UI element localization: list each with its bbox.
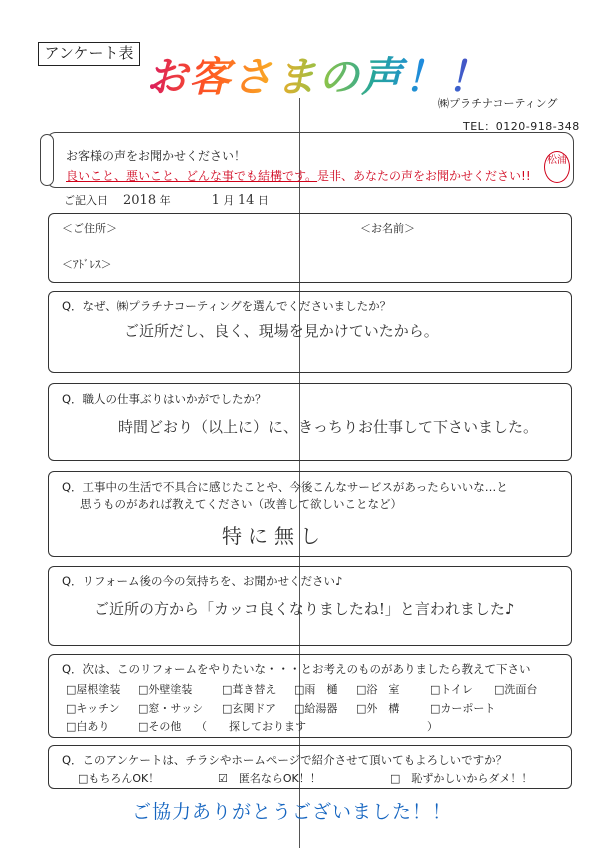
customer-info-box [48,213,572,283]
answer-1: ご近所だし、良く、現場を見かけていたから。 [124,322,439,340]
option-termite[interactable]: □白あり [66,720,110,733]
option-exterior[interactable]: □外 構 [356,702,400,715]
question-1: Q．なぜ、㈱プラチナコーティングを選んでくださいましたか？ [62,299,392,313]
next-reform-question: Q．次は、このリフォームをやりたいな・・・とお考えのものがありましたら教えて下さい [62,662,531,676]
permission-option-no[interactable]: □ 恥ずかしいからダメ！！ [390,772,533,785]
permission-question: Q．このアンケートは、チラシやホームページで紹介させて頂いてもよろしいですか？ [62,753,508,767]
option-other[interactable]: □その他 [138,720,182,733]
permission-option-anonymous[interactable]: ☑ 匿名ならOK！！ [218,772,321,785]
address-label: ＜ご住所＞ [62,222,117,235]
intro-line-1: お客様の声をお聞かせください！ [66,149,247,163]
question-3-line-2: 思うものがあれば教えてください（改善して欲しいことなど） [80,497,402,511]
other-answer: （ 探しております ） [196,720,438,733]
option-gutter[interactable]: □雨 樋 [294,683,338,696]
answer-4: ご近所の方から「カッコ良くなりましたね!」と言われました♪ [94,600,515,618]
date-month-unit: 月 [223,194,235,207]
question-4: Q．リフォーム後の今の気持ちを、お聞かせください♪ [62,574,343,588]
answer-2: 時間どおり（以上に）に、きっちりお仕事して下さいました。 [118,418,539,436]
question-3: Q．工事中の生活で不具合に感じたことや、今後こんなサービスがあったらいいな…と [62,480,508,494]
entry-date [64,192,269,208]
date-day: 14 [237,193,255,208]
option-toilet[interactable]: □トイレ [430,683,473,696]
seal-stamp: 松浦 [544,151,570,183]
intro-line-2-rest: 是非、あなたの声をお聞かせください!! [317,169,531,183]
page-title: お客さまの声！！ [146,44,490,103]
permission-option-ok[interactable]: □もちろんOK！ [78,772,160,785]
option-bath[interactable]: □浴 室 [356,683,400,696]
date-label: ご記入日 [64,194,108,207]
option-window[interactable]: □窓・サッシ [138,702,204,715]
thanks-message: ご協力ありがとうございました！！ [132,801,453,823]
option-carport[interactable]: □カーポート [430,702,496,715]
name-label: ＜お名前＞ [360,222,415,235]
option-wall-paint[interactable]: □外壁塗装 [138,683,193,696]
question-2: Q．職人の仕事ぶりはいかがでしたか？ [62,392,267,406]
date-year: 2018 [123,193,157,208]
option-washstand[interactable]: □洗面台 [494,683,538,696]
scroll-curl-decoration [40,134,54,186]
option-water-heater[interactable]: □給湯器 [294,702,338,715]
form-tag: アンケート表 [38,42,140,66]
date-month: 1 [211,193,220,208]
intro-line-2-underlined: 良いこと、悪いこと、どんな事でも結構です。 [66,169,318,183]
date-year-unit: 年 [159,194,171,207]
option-roof-paint[interactable]: □屋根塗装 [66,683,121,696]
company-name: ㈱プラチナコーティング [438,97,558,110]
date-day-unit: 日 [257,194,269,207]
answer-3: 特に無し [222,524,326,548]
email-label: ＜ｱﾄﾞﾚｽ＞ [62,258,112,271]
intro-line-2 [66,167,531,184]
option-kitchen[interactable]: □キッチン [66,702,120,715]
option-door[interactable]: □玄関ドア [222,702,277,715]
company-tel: TEL：0120-918-348 [463,120,580,133]
option-reroof[interactable]: □葺き替え [222,683,277,696]
